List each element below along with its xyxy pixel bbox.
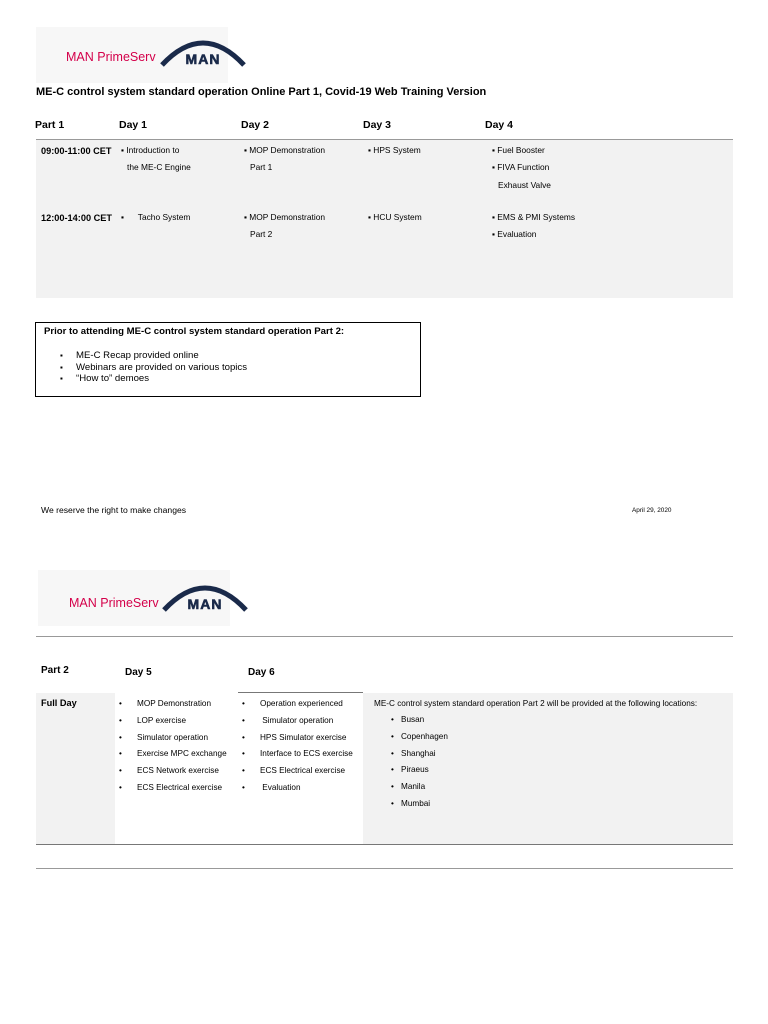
man-logo-mark (158, 576, 252, 614)
brand-text: MAN PrimeServ (66, 50, 156, 64)
part2-day6-top-rule (238, 692, 363, 693)
row2-day4-line2: ▪ Evaluation (492, 229, 537, 240)
day5-header: Day 5 (125, 667, 152, 678)
row2-time: 12:00-14:00 CET (41, 213, 112, 223)
footer-notice: We reserve the right to make changes (41, 505, 187, 515)
prior-requirements-list (60, 350, 247, 385)
full-day-label: Full Day (41, 698, 77, 708)
part1-header: Part 1 (35, 119, 65, 131)
page-title: ME-C control system standard operation Online Part 1, Covid-19 Web Training Version (36, 86, 487, 98)
row1-day2-line2: Part 1 (250, 162, 273, 173)
brand-text: MAN PrimeServ (69, 596, 159, 610)
row1-day4 (492, 142, 551, 194)
list-item: ▪ Webinars are provided on various topics (60, 362, 247, 374)
locations-intro: ME-C control system standard operation Part 2 will be provided at the following locations: (374, 699, 698, 708)
list-item: • Interface to ECS exercise (238, 746, 353, 763)
row2-day1 (121, 209, 190, 226)
locations-list (391, 712, 448, 813)
part2-header: Part 2 (41, 665, 69, 676)
row2-day3 (368, 209, 422, 226)
section-divider (36, 636, 733, 637)
list-item: • ECS Network exercise (115, 763, 227, 780)
row1-day2 (244, 142, 325, 177)
list-item: • ECS Electrical exercise (115, 780, 227, 797)
row1-day1-line1: ▪ Introduction to (121, 145, 180, 155)
prior-requirements-title: Prior to attending ME-C control system standard operation Part 2: (44, 326, 345, 337)
page-bottom-rule (36, 868, 733, 869)
day3-header: Day 3 (363, 119, 392, 131)
list-item: • Exercise MPC exchange (115, 746, 227, 763)
day4-header: Day 4 (485, 119, 514, 131)
logo (36, 27, 228, 83)
part2-bottom-rule (36, 844, 733, 845)
prior-requirements-box (35, 322, 421, 397)
row1-day4-line1: ▪ Fuel Booster (492, 145, 545, 155)
list-item: • Evaluation (238, 780, 353, 797)
list-item: • Piraeus (391, 762, 448, 779)
list-item: • Copenhagen (391, 729, 448, 746)
list-item: • MOP Demonstration (115, 696, 227, 713)
list-item: • Manila (391, 779, 448, 796)
man-mark-text: MAN (185, 51, 221, 67)
row1-day4-line3: Exhaust Valve (498, 179, 551, 190)
day6-header: Day 6 (248, 667, 275, 678)
row2-day2-line2: Part 2 (250, 229, 273, 240)
row1-day4-line2: ▪ FIVA Function (492, 162, 550, 173)
row1-day2-line1: ▪ MOP Demonstration (244, 145, 326, 155)
man-logo-mark (156, 31, 250, 69)
row2-day4-line1: ▪ EMS & PMI Systems (492, 212, 576, 222)
list-item: ▪ “How to” demoes (60, 373, 247, 385)
day6-list (238, 696, 353, 797)
row2-day2 (244, 209, 325, 244)
list-item: • Simulator operation (238, 713, 353, 730)
list-item: • Simulator operation (115, 730, 227, 747)
row1-day3 (368, 142, 421, 159)
day1-header: Day 1 (119, 119, 148, 131)
list-item: ▪ ME-C Recap provided online (60, 350, 247, 362)
list-item: • Mumbai (391, 796, 448, 813)
list-item: • LOP exercise (115, 713, 227, 730)
part2-label-column (36, 693, 115, 844)
day2-header: Day 2 (241, 119, 270, 131)
row1-day1-line2: the ME-C Engine (127, 162, 191, 173)
row1-day3-line1: ▪ HPS System (368, 145, 421, 155)
logo (38, 570, 230, 626)
man-mark-text: MAN (187, 596, 223, 612)
row2-day2-line1: ▪ MOP Demonstration (244, 212, 326, 222)
list-item: • ECS Electrical exercise (238, 763, 353, 780)
list-item: • Shanghai (391, 746, 448, 763)
row2-day3-line1: ▪ HCU System (368, 212, 422, 222)
row2-day4 (492, 209, 575, 244)
list-item: • Busan (391, 712, 448, 729)
list-item: • HPS Simulator exercise (238, 730, 353, 747)
list-item: • Operation experienced (238, 696, 353, 713)
row1-time: 09:00-11:00 CET (41, 146, 112, 156)
day5-list (115, 696, 227, 797)
row1-day1 (121, 142, 191, 177)
footer-date: April 29, 2020 (632, 507, 672, 514)
row2-day1-line1: ▪ Tacho System (121, 212, 191, 222)
